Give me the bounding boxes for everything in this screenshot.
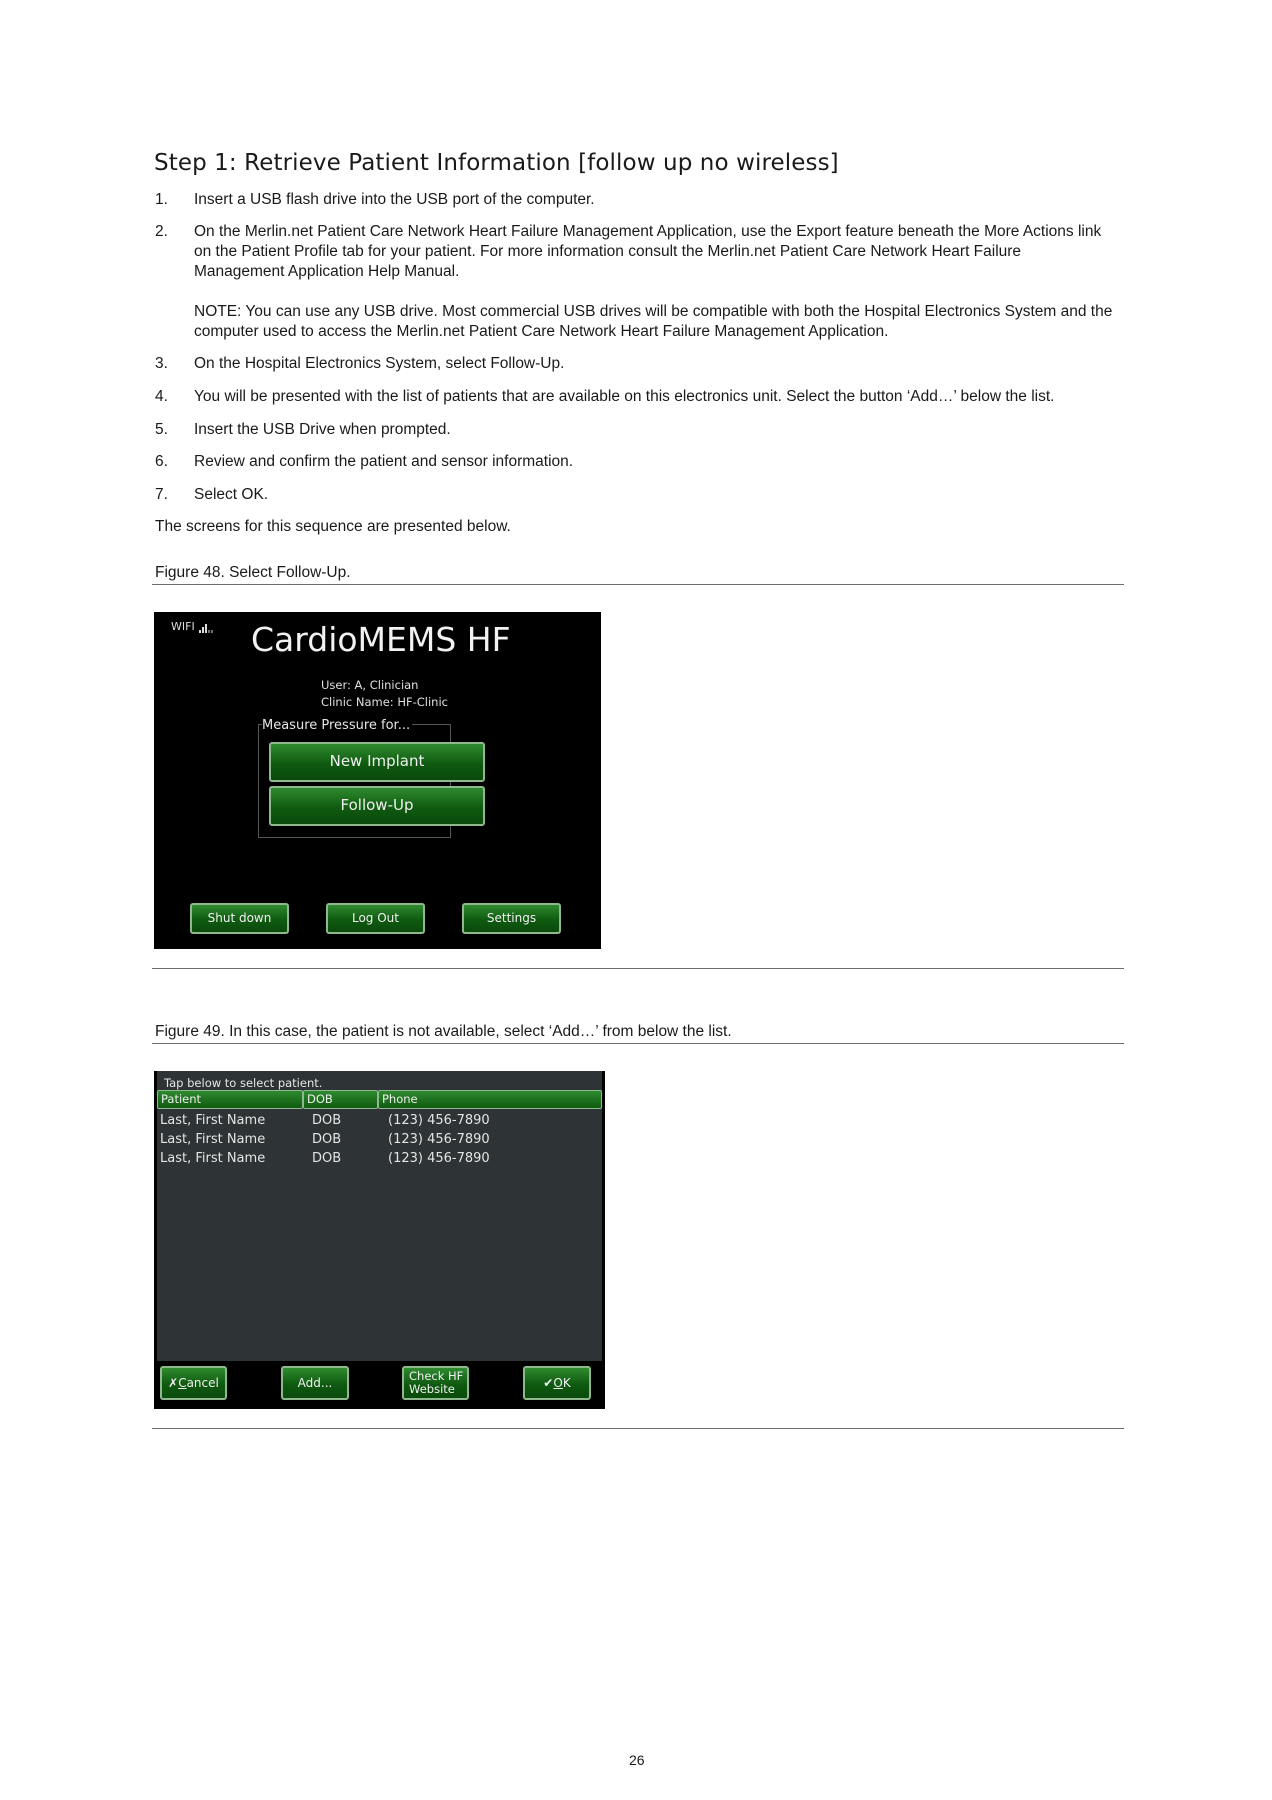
step-text: Insert the USB Drive when prompted.: [194, 421, 451, 438]
select-patient-hint: Tap below to select patient.: [164, 1076, 323, 1090]
step-number: 4.: [155, 388, 168, 405]
home-screen-screenshot: [154, 612, 601, 949]
add-button[interactable]: Add...: [281, 1366, 349, 1400]
caption-rule: [152, 584, 1124, 585]
column-header-dob[interactable]: DOB: [303, 1090, 378, 1109]
step-text: On the Hospital Electronics System, select Follow-Up.: [194, 355, 565, 372]
step-text: On the Merlin.net Patient Care Network Heart Failure Management Application, use the Export feature beneath the More Actions link on the Patient Profile tab for your patient. For more information consult the Merlin.net Patient Care Network Heart Failure Management Application Help Manual.: [194, 223, 1102, 280]
step-number: 7.: [155, 486, 168, 503]
measure-group-label: Measure Pressure for...: [262, 718, 411, 733]
dob-cell: DOB: [312, 1151, 342, 1166]
figure-49-caption: Figure 49. In this case, the patient is not available, select ‘Add…’ from below the list.: [155, 1023, 732, 1040]
step-number: 1.: [155, 191, 168, 208]
check-icon: ✔: [543, 1376, 554, 1390]
figure-end-rule: [152, 1428, 1124, 1429]
new-implant-button[interactable]: New Implant: [269, 742, 485, 782]
signal-bars-icon: [199, 624, 213, 633]
step-text: You will be presented with the list of patients that are available on this electronics unit. Select the button ‘Add…’ below the list.: [194, 388, 1055, 405]
patient-name-cell: Last, First Name: [160, 1132, 266, 1147]
step-number: 2.: [155, 223, 168, 240]
caption-rule: [152, 1043, 1124, 1044]
section-heading: Step 1: Retrieve Patient Information [follow up no wireless]: [154, 150, 839, 176]
step-text: Review and confirm the patient and sensor information.: [194, 453, 574, 470]
dob-cell: DOB: [312, 1132, 342, 1147]
patient-name-cell: Last, First Name: [160, 1113, 266, 1128]
note-text: NOTE: You can use any USB drive. Most commercial USB drives will be compatible with both the Hospital Electronics System and the computer used to access the Merlin.net Patient Care Network Heart Failure Management Application.: [194, 303, 1113, 340]
shut-down-button[interactable]: Shut down: [190, 903, 289, 934]
app-title: CardioMEMS HF: [251, 620, 511, 659]
cancel-button[interactable]: ✗Cancel: [160, 1366, 227, 1400]
phone-cell: (123) 456-7890: [388, 1132, 490, 1147]
clinic-label: Clinic Name: HF-Clinic: [321, 695, 448, 709]
follow-up-button[interactable]: Follow-Up: [269, 786, 485, 826]
column-header-patient[interactable]: Patient: [157, 1090, 303, 1109]
check-hf-website-button[interactable]: Check HF Website: [402, 1366, 469, 1400]
user-label: User: A, Clinician: [321, 678, 419, 692]
dob-cell: DOB: [312, 1113, 342, 1128]
figure-end-rule: [152, 968, 1124, 969]
phone-cell: (123) 456-7890: [388, 1151, 490, 1166]
ok-button[interactable]: ✔OK: [523, 1366, 591, 1400]
step-text: Insert a USB flash drive into the USB port of the computer.: [194, 191, 595, 208]
log-out-button[interactable]: Log Out: [326, 903, 425, 934]
column-header-phone[interactable]: Phone: [378, 1090, 602, 1109]
phone-cell: (123) 456-7890: [388, 1113, 490, 1128]
settings-button[interactable]: Settings: [462, 903, 561, 934]
step-number: 5.: [155, 421, 168, 438]
wifi-label: WIFI: [171, 620, 195, 633]
wifi-indicator: [171, 620, 213, 633]
patient-list-screenshot: [154, 1071, 605, 1409]
step-number: 3.: [155, 355, 168, 372]
step-number: 6.: [155, 453, 168, 470]
sequence-text: The screens for this sequence are presented below.: [155, 518, 511, 535]
page-number: 26: [629, 1752, 645, 1768]
cancel-icon: ✗: [168, 1376, 179, 1390]
patient-name-cell: Last, First Name: [160, 1151, 266, 1166]
step-text: Select OK.: [194, 486, 269, 503]
figure-48-caption: Figure 48. Select Follow-Up.: [155, 564, 351, 581]
